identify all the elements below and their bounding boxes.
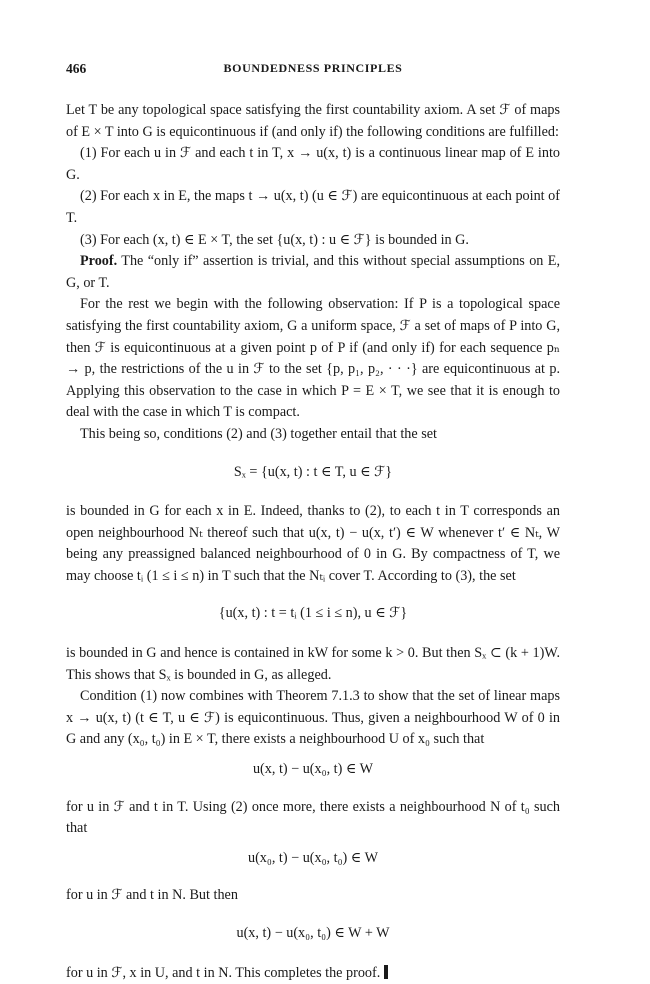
page-header — [66, 58, 560, 80]
qed-box — [384, 965, 388, 979]
conclusion-text: for u in ℱ, x in U, and t in N. This completes the proof. — [66, 964, 381, 981]
paragraph-condition-1: Condition (1) now combines with Theorem 7.1.3 to show that the set of linear maps x → u(x, t) (t ∈ T, u ∈ ℱ) is equicontinuous. Thus, given a neighbourhood W of 0 in G and any (x₀, t₀) in E × T, there exists a neighbourhood U of x₀ such that — [66, 688, 560, 748]
running-title: BOUNDEDNESS PRINCIPLES — [223, 61, 403, 75]
condition-3: (3) For each (x, t) ∈ E × T, the set {u(x, t) : u ∈ ℱ} is bounded in G. — [80, 231, 469, 248]
equation-u-x0: u(x, t) − u(x₀, t) ∈ W — [252, 761, 374, 778]
paragraph-this-being-so: This being so, conditions (2) and (3) together entail that the set — [80, 425, 437, 442]
proof-opening — [66, 251, 560, 294]
paragraph-bounded: is bounded in G for each x in E. Indeed, thanks to (2), to each t in T corresponds an open neighbourhood Nₜ thereof such that u(x, t) − u(x, t′) ∈ W whenever t′ ∈ Nₜ, W being any preassigned balanced neighbourhood of 0 in G. By compactness of T, we may choose tᵢ (1 ≤ i ≤ n) in T such that the Nₜᵢ cover T. According to (3), the set — [66, 503, 560, 584]
theorem-statement: Let T be any topological space satisfying the first countability axiom. A set ℱ of maps of E × T into G is equicontinuous if (and only if) the following conditions are fulfilled: — [66, 102, 560, 140]
equation-sx: Sₓ = {u(x, t) : t ∈ T, u ∈ ℱ} — [233, 463, 393, 480]
paragraph-using-2: for u in ℱ and t in T. Using (2) once more, there exists a neighbourhood N of t₀ such that — [66, 798, 560, 837]
equation-final: u(x, t) − u(x₀, t₀) ∈ W + W — [236, 925, 390, 941]
proof-text: The “only if” assertion is trivial, and this without special assumptions on E, G, or T. — [66, 253, 560, 291]
paragraph-but-then: for u in ℱ and t in N. But then — [66, 887, 238, 904]
condition-1: (1) For each u in ℱ and each t in T, x → u(x, t) is a continuous linear map of E into G. — [66, 145, 560, 183]
condition-2: (2) For each x in E, the maps t → u(x, t) (u ∈ ℱ) are equicontinuous at each point of T. — [66, 188, 560, 226]
equation-set: {u(x, t) : t = tᵢ (1 ≤ i ≤ n), u ∈ ℱ} — [218, 605, 408, 622]
proof-label: Proof. — [80, 253, 118, 270]
book-page — [66, 58, 560, 984]
paragraph-kw: is bounded in G and hence is contained in kW for some k > 0. But then Sₓ ⊂ (k + 1)W. This shows that Sₓ is bounded in G, as alleged. — [66, 645, 560, 683]
observation-paragraph: For the rest we begin with the following observation: If P is a topological space satisfying the first countability axiom, G a uniform space, ℱ a set of maps of P into G, then ℱ is equicontinuous at a given point p of P if (and only if) for each sequence pₙ → p, the restrictions of the u in ℱ to the set {p, p₁, p₂, · · ·} are equicontinuous at p. Applying this observation to the case in which P = E × T, we see that it is enough to deal with the case in which T is compact. — [66, 296, 560, 421]
equation-u-t0: u(x₀, t) − u(x₀, t₀) ∈ W — [247, 849, 378, 866]
page-number: 466 — [66, 61, 87, 76]
